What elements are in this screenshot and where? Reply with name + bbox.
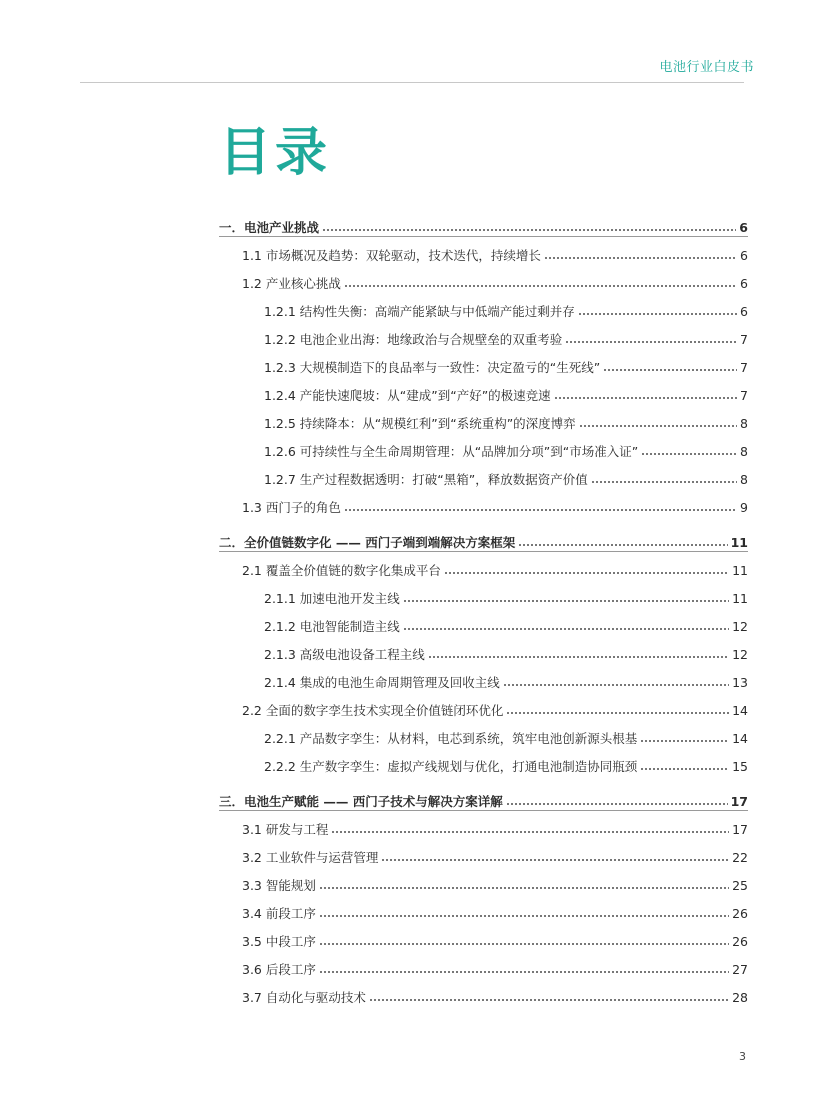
toc-entry-label: 2.2.1 产品数字孪生：从材料，电芯到系统，筑牢电池创新源头根基	[264, 731, 638, 746]
toc-entry-label: 一．电池产业挑战	[219, 220, 320, 235]
toc-entry-label: 1.2.4 产能快速爬坡：从“建成”到“产好”的极速竞速	[264, 388, 551, 403]
toc-entry-page: 6	[740, 276, 748, 291]
toc-entry-label: 2.1.4 集成的电池生命周期管理及回收主线	[264, 675, 500, 690]
toc-entry-label: 2.1.2 电池智能制造主线	[264, 619, 400, 634]
toc-divider	[219, 236, 748, 237]
dot-leader	[579, 424, 737, 428]
toc-entry-label: 3.5 中段工序	[242, 934, 316, 949]
dot-leader	[565, 340, 737, 344]
toc-entry-page: 17	[730, 794, 748, 809]
dot-leader	[322, 228, 736, 232]
dot-leader	[506, 802, 728, 806]
toc-entry-page: 27	[732, 962, 748, 977]
toc-entry-page: 22	[732, 850, 748, 865]
toc-entry-page: 12	[732, 619, 748, 634]
dot-leader	[369, 998, 729, 1002]
toc-entry-page: 11	[732, 591, 748, 606]
toc-entry-1-2-5[interactable]	[264, 408, 748, 432]
dot-leader	[381, 858, 729, 862]
toc-entry-2-1-2[interactable]	[264, 611, 748, 635]
toc-entry-page: 28	[732, 990, 748, 1005]
dot-leader	[640, 739, 729, 743]
toc-entry-2-2-2[interactable]	[264, 751, 748, 775]
toc-entry-page: 6	[740, 304, 748, 319]
toc-entry-label: 2.1.3 高级电池设备工程主线	[264, 647, 425, 662]
toc-entry-1-2-7[interactable]	[264, 464, 748, 488]
toc-entry-1-3[interactable]	[242, 492, 748, 516]
toc-entry-label: 1.2 产业核心挑战	[242, 276, 341, 291]
toc-entry-page: 26	[732, 934, 748, 949]
dot-leader	[640, 767, 729, 771]
toc-entry-2-1-3[interactable]	[264, 639, 748, 663]
toc-entry-2-2-1[interactable]	[264, 723, 748, 747]
toc-entry-page: 13	[732, 675, 748, 690]
toc-divider	[219, 551, 748, 552]
toc-entry-label: 3.6 后段工序	[242, 962, 316, 977]
toc-entry-1-2-4[interactable]	[264, 380, 748, 404]
toc-entry-label: 三．电池生产赋能 —— 西门子技术与解决方案详解	[219, 794, 503, 809]
toc-entry-2-1-4[interactable]	[264, 667, 748, 691]
dot-leader	[344, 508, 737, 512]
dot-leader	[344, 284, 737, 288]
toc-entry-3-3[interactable]	[242, 870, 748, 894]
dot-leader	[444, 571, 729, 575]
dot-leader	[403, 599, 729, 603]
toc-entry-label: 3.1 研发与工程	[242, 822, 329, 837]
toc-entry-chapter-3[interactable]	[219, 786, 748, 810]
page-number: 3	[739, 1050, 746, 1063]
toc-entry-page: 8	[740, 472, 748, 487]
toc-entry-3-4[interactable]	[242, 898, 748, 922]
toc-entry-3-7[interactable]	[242, 982, 748, 1006]
toc-entry-1-2-2[interactable]	[264, 324, 748, 348]
toc-entry-page: 26	[732, 906, 748, 921]
dot-leader	[518, 543, 727, 547]
toc-entry-1-2-1[interactable]	[264, 296, 748, 320]
toc-entry-chapter-1[interactable]	[219, 212, 748, 236]
dot-leader	[403, 627, 729, 631]
toc-entry-label: 2.2 全面的数字孪生技术实现全价值链闭环优化	[242, 703, 504, 718]
toc-entry-2-2[interactable]	[242, 695, 748, 719]
dot-leader	[544, 256, 737, 260]
dot-leader	[428, 655, 729, 659]
toc-entry-label: 1.2.1 结构性失衡：高端产能紧缺与中低端产能过剩并存	[264, 304, 575, 319]
toc-entry-1-2-6[interactable]	[264, 436, 748, 460]
toc-entry-1-2[interactable]	[242, 268, 748, 292]
toc-entry-label: 1.3 西门子的角色	[242, 500, 341, 515]
dot-leader	[591, 480, 737, 484]
dot-leader	[641, 452, 737, 456]
dot-leader	[503, 683, 729, 687]
toc-entry-label: 1.2.2 电池企业出海：地缘政治与合规壁垒的双重考验	[264, 332, 563, 347]
toc-entry-3-5[interactable]	[242, 926, 748, 950]
toc-entry-page: 14	[732, 703, 748, 718]
toc-entry-label: 1.2.5 持续降本：从“规模红利”到“系统重构”的深度博弈	[264, 416, 576, 431]
toc-title: 目录	[219, 123, 332, 183]
toc-entry-label: 3.3 智能规划	[242, 878, 316, 893]
dot-leader	[506, 711, 729, 715]
toc-entry-label: 二．全价值链数字化 —— 西门子端到端解决方案框架	[219, 535, 516, 550]
toc-entry-page: 6	[739, 220, 748, 235]
toc-entry-label: 3.4 前段工序	[242, 906, 316, 921]
dot-leader	[319, 942, 729, 946]
toc-entry-page: 14	[732, 731, 748, 746]
toc-entry-label: 3.7 自动化与驱动技术	[242, 990, 366, 1005]
toc-entry-1-2-3[interactable]	[264, 352, 748, 376]
toc-entry-2-1[interactable]	[242, 555, 748, 579]
dot-leader	[319, 886, 729, 890]
toc-entry-page: 8	[740, 416, 748, 431]
toc-entry-page: 7	[740, 332, 748, 347]
toc-entry-page: 17	[732, 822, 748, 837]
toc-entry-page: 25	[732, 878, 748, 893]
toc-divider	[219, 810, 748, 811]
toc-entry-page: 12	[732, 647, 748, 662]
dot-leader	[319, 914, 729, 918]
toc-entry-label: 1.2.7 生产过程数据透明：打破“黑箱”，释放数据资产价值	[264, 472, 588, 487]
toc-entry-page: 9	[740, 500, 748, 515]
dot-leader	[554, 396, 737, 400]
toc-entry-chapter-2[interactable]	[219, 527, 748, 551]
toc-entry-page: 6	[740, 248, 748, 263]
toc-entry-3-1[interactable]	[242, 814, 748, 838]
toc-entry-label: 2.2.2 生产数字孪生：虚拟产线规划与优化，打通电池制造协同瓶颈	[264, 759, 638, 774]
toc-entry-1-1[interactable]	[242, 240, 748, 264]
toc-entry-page: 15	[732, 759, 748, 774]
toc-entry-label: 3.2 工业软件与运营管理	[242, 850, 379, 865]
dot-leader	[331, 830, 729, 834]
toc-entry-3-2[interactable]	[242, 842, 748, 866]
dot-leader	[603, 368, 737, 372]
toc-entry-page: 7	[740, 360, 748, 375]
toc-entry-label: 1.2.3 大规模制造下的良品率与一致性：决定盈亏的“生死线”	[264, 360, 601, 375]
toc-entry-page: 11	[732, 563, 748, 578]
toc-entry-3-6[interactable]	[242, 954, 748, 978]
toc-entry-2-1-1[interactable]	[264, 583, 748, 607]
dot-leader	[578, 312, 737, 316]
toc-entry-label: 2.1 覆盖全价值链的数字化集成平台	[242, 563, 441, 578]
toc-entry-label: 2.1.1 加速电池开发主线	[264, 591, 400, 606]
toc-entry-page: 8	[740, 444, 748, 459]
header-title: 电池行业白皮书	[659, 60, 754, 75]
toc-entry-label: 1.2.6 可持续性与全生命周期管理：从“品牌加分项”到“市场准入证”	[264, 444, 639, 459]
dot-leader	[319, 970, 729, 974]
toc-entry-label: 1.1 市场概况及趋势：双轮驱动，技术迭代，持续增长	[242, 248, 541, 263]
toc-entry-page: 7	[740, 388, 748, 403]
toc-entry-page: 11	[730, 535, 748, 550]
